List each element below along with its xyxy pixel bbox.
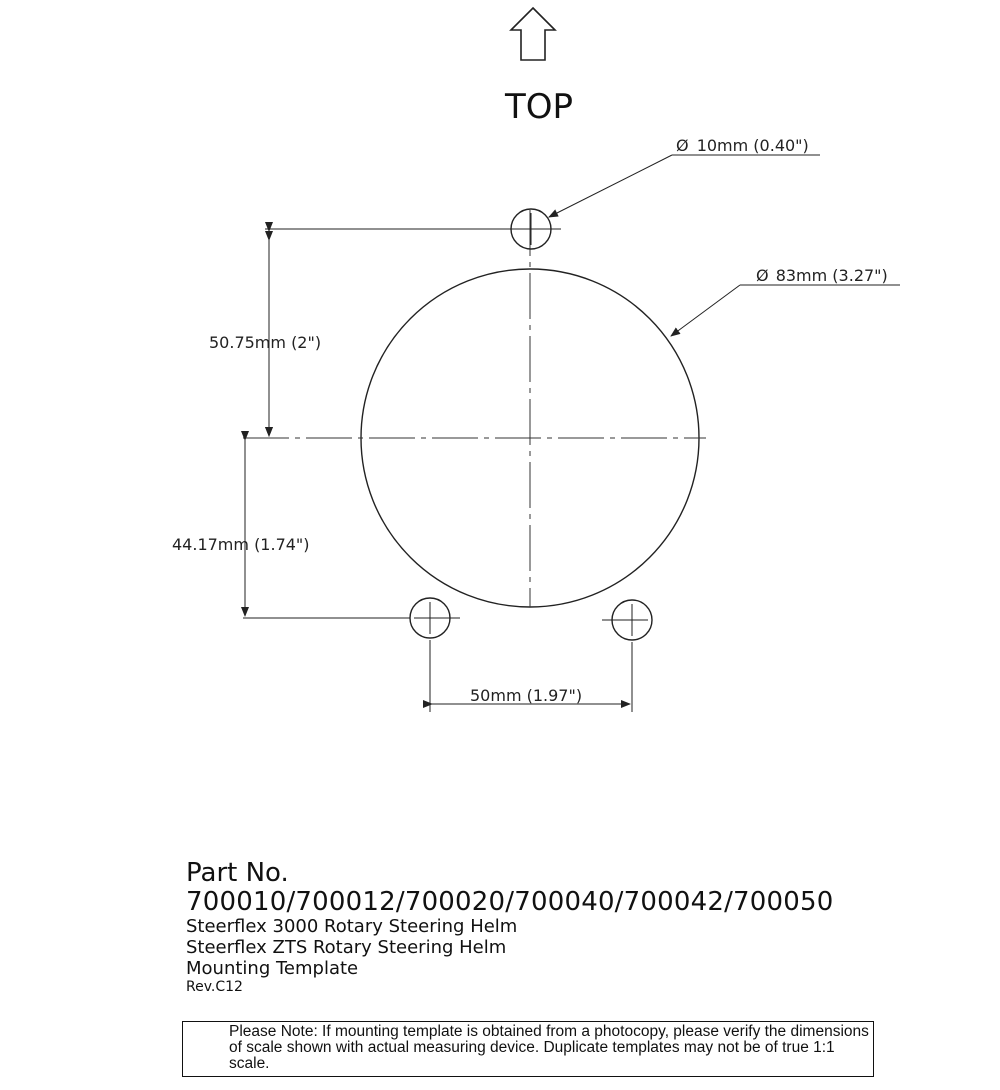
title-block (186, 858, 834, 995)
revision-label: Rev.C12 (186, 979, 243, 995)
bottom-left-small-hole (410, 598, 460, 638)
part-numbers: 700010/700012/700020/700040/700042/700050 (186, 887, 834, 917)
svg-text:Ø 10mm (0.40") (676, 136, 809, 155)
bottom-holes-offset-label: 44.17mm (1.74") (172, 535, 310, 554)
bottom-holes-spacing-dimension (430, 640, 632, 712)
top-hole-offset-dimension (209, 229, 530, 436)
orientation-label: TOP (504, 87, 574, 127)
photocopy-note (182, 1021, 874, 1077)
product-line-1: Steerflex 3000 Rotary Steering Helm (186, 916, 518, 937)
up-arrow-icon (511, 8, 555, 60)
top-hole-offset-label: 50.75mm (2") (209, 333, 322, 352)
large-hole-diameter-callout (671, 266, 900, 336)
diameter-symbol: Ø (676, 136, 689, 155)
small-hole-diameter-label: 10mm (0.40") (696, 136, 809, 155)
large-hole (243, 210, 706, 607)
diameter-symbol: Ø (756, 266, 769, 285)
bottom-holes-offset-dimension (172, 440, 410, 618)
part-no-heading: Part No. (186, 858, 289, 888)
small-hole-diameter-callout (549, 136, 820, 217)
template-title: Mounting Template (186, 958, 359, 979)
bottom-right-small-hole (602, 600, 652, 640)
svg-text:Ø 83mm (3.27") (756, 266, 888, 285)
bottom-holes-spacing-label: 50mm (1.97") (470, 686, 583, 705)
product-line-2: Steerflex ZTS Rotary Steering Helm (186, 937, 507, 958)
large-hole-diameter-label: 83mm (3.27") (775, 266, 888, 285)
note-text: Please Note: If mounting template is obtained from a photocopy, please verify the dimensions of scale shown with actual measuring device. Duplicate templates may not be of true 1:1 scale. (229, 1023, 869, 1072)
